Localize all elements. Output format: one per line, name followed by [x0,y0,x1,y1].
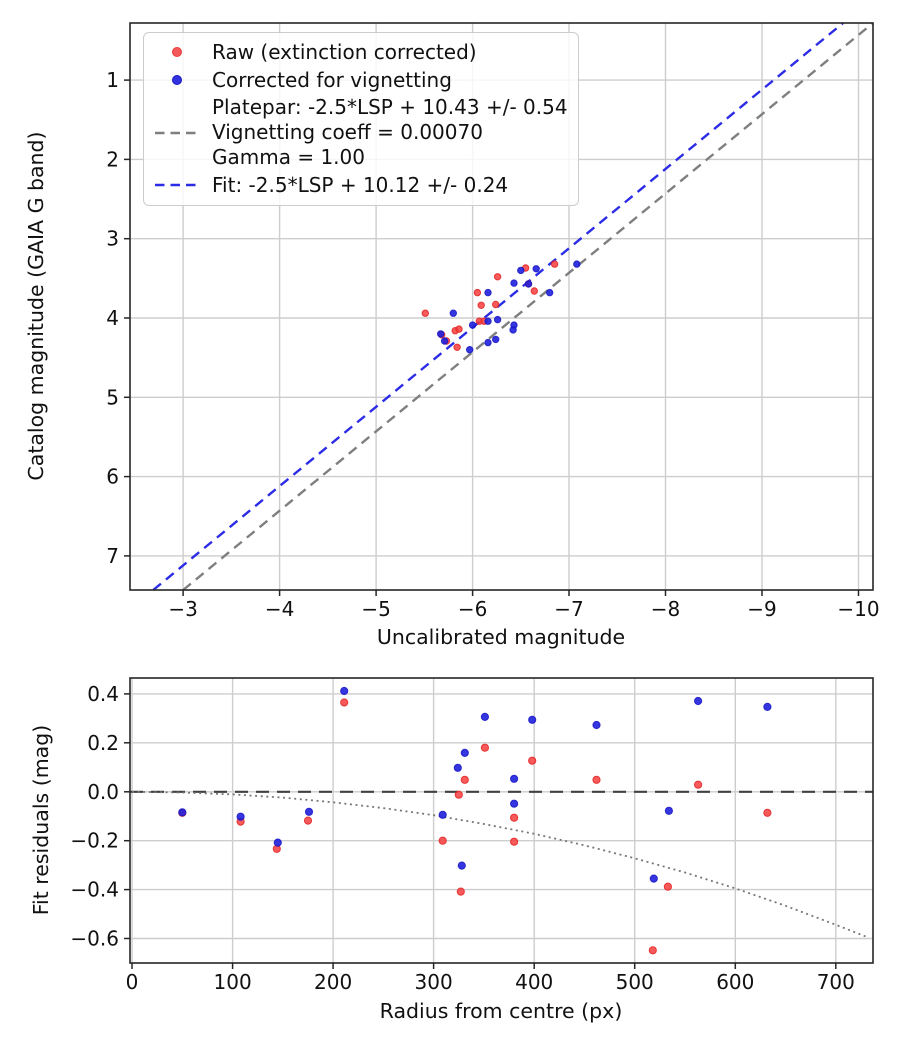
data-point [485,318,491,324]
data-point [511,280,517,286]
data-point [341,699,348,706]
data-point [441,338,447,344]
magnitude-fit-y-tick-label: 1 [106,68,119,93]
residuals-y-tick-label: −0.4 [70,877,119,902]
magnitude-fit-y-tick-label: 6 [106,464,119,489]
gray-dashed-line-icon [154,130,200,136]
residuals-x-tick-label: 600 [716,970,755,994]
data-point [510,800,517,807]
legend [143,32,579,206]
residuals-x-tick-label: 200 [314,970,353,994]
residuals-tick-labels [70,682,854,994]
data-point [764,703,771,710]
magnitude-fit-x-tick-label: −5 [361,597,391,621]
data-point [474,289,480,295]
residuals-x-tick-label: 300 [414,970,453,994]
data-point [510,814,517,821]
data-point [341,687,348,694]
data-point [510,775,517,782]
top-x-axis-label: Uncalibrated magnitude [376,625,626,649]
legend-label-platepar: Platepar: -2.5*LSP + 10.43 +/- 0.54 Vignetting coeff = 0.00070 Gamma = 1.00 [212,95,568,169]
legend-item-fit [150,172,572,198]
data-point [461,776,468,783]
legend-label-corrected: Corrected for vignetting [212,67,452,92]
data-point [455,791,462,798]
data-point [485,339,491,345]
data-point [665,807,672,814]
data-point [439,811,446,818]
residuals-corrected-residuals [179,687,771,882]
data-point [593,721,600,728]
residuals-y-tick-label: 0.0 [87,779,119,804]
residuals-tick-marks [124,694,836,969]
data-point [422,310,428,316]
magnitude-fit-y-tick-label: 4 [106,306,119,330]
magnitude-fit-x-tick-label: −4 [264,597,295,621]
residuals-y-tick-label: 0.2 [87,730,119,755]
data-point [274,839,281,846]
residuals-x-tick-label: 100 [213,970,252,994]
data-point [454,344,460,350]
data-point [304,817,311,824]
data-point [529,757,536,764]
data-point [593,776,600,783]
data-point [458,862,465,869]
data-point [494,316,500,322]
magnitude-fit-y-tick-label: 7 [106,543,119,568]
data-point [533,266,539,272]
data-point [456,326,462,332]
legend-item-corrected [150,67,572,93]
data-point [467,347,473,353]
magnitude-fit-y-tick-label: 2 [106,147,119,172]
data-point [664,883,671,890]
data-point [461,749,468,756]
magnitude-fit-corrected-points [438,261,581,353]
data-point [179,809,186,816]
raw-marker-icon [172,47,182,57]
data-point [450,310,456,316]
legend-label-raw: Raw (extinction corrected) [212,39,477,64]
residuals-y-tick-label: 0.4 [87,681,119,706]
residuals-y-tick-label: −0.6 [70,926,119,951]
data-point [305,808,312,815]
data-point [454,764,461,771]
data-point [551,261,557,267]
data-point [469,322,475,328]
data-point [439,837,446,844]
data-point [547,289,553,295]
data-point [510,327,516,333]
data-point [649,947,656,954]
legend-label-fit: Fit: -2.5*LSP + 10.12 +/- 0.24 [212,172,509,197]
data-point [764,809,771,816]
legend-item-raw [150,39,572,65]
data-point [493,301,499,307]
data-point [457,888,464,895]
corrected-marker-icon [172,75,182,85]
magnitude-fit-x-tick-label: −7 [554,597,584,621]
data-point [574,261,580,267]
top-y-axis-label: Catalog magnitude (GAIA G band) [24,131,48,481]
magnitude-fit-x-tick-label: −10 [837,597,880,621]
legend-item-platepar [150,95,572,170]
data-point [510,838,517,845]
data-point [237,813,244,820]
data-point [478,302,484,308]
magnitude-fit-x-tick-label: −8 [650,597,681,621]
magnitude-fit-x-tick-label: −6 [457,597,488,621]
bottom-y-axis-label: Fit residuals (mag) [29,724,53,916]
data-point [493,336,499,342]
data-point [438,331,444,337]
residuals-x-tick-label: 0 [125,970,139,994]
magnitude-fit-x-tick-label: −3 [168,597,198,621]
residuals-x-tick-label: 400 [515,970,554,994]
residuals-x-tick-label: 700 [816,970,855,994]
residuals-plot [70,678,873,994]
magnitude-fit-x-tick-label: −9 [747,597,777,621]
magnitude-fit-y-tick-label: 5 [106,385,119,410]
bottom-x-axis-label: Radius from centre (px) [379,999,623,1023]
data-point [531,288,537,294]
residuals-y-tick-label: −0.2 [70,828,119,853]
blue-dashed-line-icon [154,182,200,188]
data-point [525,281,531,287]
data-point [481,744,488,751]
data-point [518,267,524,273]
data-point [494,274,500,280]
residuals-x-tick-label: 500 [615,970,654,994]
data-point [481,713,488,720]
residuals-raw-residuals [179,699,771,954]
data-point [695,697,702,704]
magnitude-fit-y-tick-label: 3 [106,226,119,251]
data-point [485,289,491,295]
data-point [650,875,657,882]
data-point [529,716,536,723]
data-point [695,781,702,788]
